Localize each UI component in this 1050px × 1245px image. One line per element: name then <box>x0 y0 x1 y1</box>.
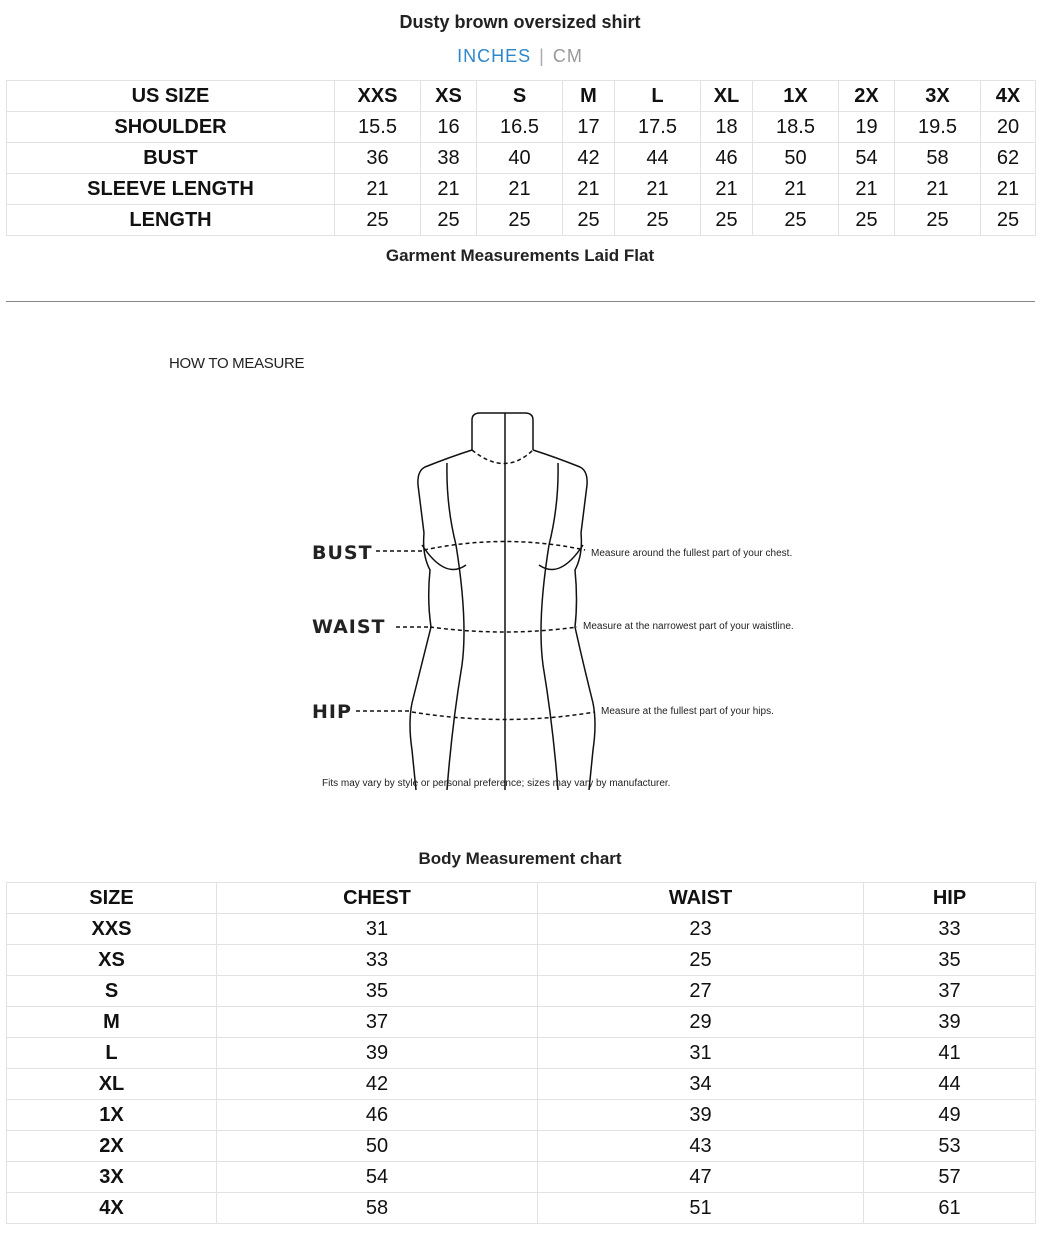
table-cell: 21 <box>753 174 839 205</box>
table-cell: 39 <box>217 1038 538 1069</box>
table-cell: 25 <box>421 205 477 236</box>
row-label-cell: 2X <box>7 1131 217 1162</box>
table-cell: 19 <box>839 112 895 143</box>
header-cell: 3X <box>895 81 981 112</box>
table-cell: 54 <box>217 1162 538 1193</box>
mannequin-icon <box>356 413 595 790</box>
table-cell: 49 <box>864 1100 1036 1131</box>
header-cell: 1X <box>753 81 839 112</box>
table-cell: 25 <box>563 205 615 236</box>
unit-inches-tab[interactable]: INCHES <box>457 46 532 66</box>
section-divider <box>6 301 1035 302</box>
table-cell: 40 <box>477 143 563 174</box>
table-cell: 50 <box>753 143 839 174</box>
how-to-measure-title: HOW TO MEASURE <box>169 355 305 372</box>
table-header-row <box>7 883 1036 914</box>
table-cell: 58 <box>217 1193 538 1224</box>
table-cell: 25 <box>701 205 753 236</box>
table-cell: 42 <box>563 143 615 174</box>
table-cell: 47 <box>538 1162 864 1193</box>
table-cell: 43 <box>538 1131 864 1162</box>
table-cell: 21 <box>335 174 421 205</box>
header-cell: 4X <box>981 81 1036 112</box>
table-cell: 18.5 <box>753 112 839 143</box>
table-cell: 16.5 <box>477 112 563 143</box>
table-cell: 36 <box>335 143 421 174</box>
hip-label: HIP <box>312 701 352 723</box>
table-cell: 27 <box>538 976 864 1007</box>
table-cell: 25 <box>477 205 563 236</box>
header-cell: XXS <box>335 81 421 112</box>
table-cell: 25 <box>981 205 1036 236</box>
table-cell: 46 <box>701 143 753 174</box>
table-cell: 54 <box>839 143 895 174</box>
bust-label: BUST <box>312 542 373 564</box>
table-cell: 37 <box>217 1007 538 1038</box>
fit-disclaimer: Fits may vary by style or personal preference; sizes may vary by manufacturer. <box>322 778 671 789</box>
table-cell: 58 <box>895 143 981 174</box>
header-cell: XS <box>421 81 477 112</box>
table-row <box>7 1193 1036 1224</box>
table-cell: 21 <box>839 174 895 205</box>
table-cell: 25 <box>839 205 895 236</box>
row-label-cell: M <box>7 1007 217 1038</box>
header-cell: XL <box>701 81 753 112</box>
table-cell: 62 <box>981 143 1036 174</box>
table-row <box>7 112 1036 143</box>
table-cell: 21 <box>895 174 981 205</box>
hip-note: Measure at the fullest part of your hips. <box>601 706 774 717</box>
unit-cm-tab[interactable]: CM <box>552 46 583 66</box>
table-cell: 38 <box>421 143 477 174</box>
table-cell: 18 <box>701 112 753 143</box>
table-cell: 41 <box>864 1038 1036 1069</box>
table-header-row <box>7 81 1036 112</box>
table-row <box>7 945 1036 976</box>
product-title: Dusty brown oversized shirt <box>399 12 641 32</box>
header-cell: WAIST <box>538 883 864 914</box>
table-cell: 25 <box>335 205 421 236</box>
row-label-cell: 1X <box>7 1100 217 1131</box>
table-row <box>7 143 1036 174</box>
table-row <box>7 914 1036 945</box>
table-cell: 21 <box>421 174 477 205</box>
table-cell: 21 <box>701 174 753 205</box>
row-label-cell: LENGTH <box>7 205 335 236</box>
table-cell: 33 <box>864 914 1036 945</box>
header-cell: HIP <box>864 883 1036 914</box>
table-cell: 31 <box>538 1038 864 1069</box>
table-cell: 35 <box>864 945 1036 976</box>
table-cell: 34 <box>538 1069 864 1100</box>
table-cell: 35 <box>217 976 538 1007</box>
table-cell: 21 <box>563 174 615 205</box>
body-caption: Body Measurement chart <box>418 849 622 868</box>
table-row <box>7 1131 1036 1162</box>
table-cell: 25 <box>753 205 839 236</box>
header-cell: CHEST <box>217 883 538 914</box>
table-cell: 21 <box>981 174 1036 205</box>
table-cell: 46 <box>217 1100 538 1131</box>
row-label-cell: XS <box>7 945 217 976</box>
garment-caption: Garment Measurements Laid Flat <box>385 246 655 265</box>
body-measurement-table <box>6 882 1036 1224</box>
row-label-cell: SHOULDER <box>7 112 335 143</box>
table-cell: 25 <box>895 205 981 236</box>
header-cell: S <box>477 81 563 112</box>
table-cell: 25 <box>538 945 864 976</box>
row-label-cell: 4X <box>7 1193 217 1224</box>
garment-size-table <box>6 80 1036 236</box>
row-label-cell: XL <box>7 1069 217 1100</box>
table-cell: 29 <box>538 1007 864 1038</box>
row-label-cell: L <box>7 1038 217 1069</box>
table-row <box>7 976 1036 1007</box>
table-cell: 44 <box>864 1069 1036 1100</box>
waist-note: Measure at the narrowest part of your waistline. <box>583 621 794 632</box>
table-cell: 33 <box>217 945 538 976</box>
table-cell: 25 <box>615 205 701 236</box>
table-cell: 61 <box>864 1193 1036 1224</box>
header-cell: 2X <box>839 81 895 112</box>
table-cell: 17.5 <box>615 112 701 143</box>
row-label-cell: SLEEVE LENGTH <box>7 174 335 205</box>
row-label-cell: S <box>7 976 217 1007</box>
table-cell: 16 <box>421 112 477 143</box>
table-cell: 37 <box>864 976 1036 1007</box>
unit-separator: | <box>539 46 545 66</box>
header-cell: L <box>615 81 701 112</box>
table-cell: 57 <box>864 1162 1036 1193</box>
row-label-cell: XXS <box>7 914 217 945</box>
table-cell: 15.5 <box>335 112 421 143</box>
table-cell: 50 <box>217 1131 538 1162</box>
table-row <box>7 1038 1036 1069</box>
table-cell: 23 <box>538 914 864 945</box>
header-cell: M <box>563 81 615 112</box>
row-label-cell: 3X <box>7 1162 217 1193</box>
table-cell: 44 <box>615 143 701 174</box>
table-cell: 51 <box>538 1193 864 1224</box>
table-cell: 53 <box>864 1131 1036 1162</box>
header-cell: US SIZE <box>7 81 335 112</box>
table-row <box>7 1100 1036 1131</box>
table-row <box>7 1007 1036 1038</box>
table-cell: 20 <box>981 112 1036 143</box>
bust-note: Measure around the fullest part of your chest. <box>591 548 793 559</box>
table-cell: 19.5 <box>895 112 981 143</box>
table-cell: 39 <box>864 1007 1036 1038</box>
table-row <box>7 205 1036 236</box>
unit-toggle <box>0 46 1040 67</box>
how-to-measure-diagram <box>300 405 820 800</box>
header-cell: SIZE <box>7 883 217 914</box>
table-row <box>7 1162 1036 1193</box>
table-row <box>7 1069 1036 1100</box>
table-cell: 42 <box>217 1069 538 1100</box>
table-cell: 17 <box>563 112 615 143</box>
waist-label: WAIST <box>312 616 386 638</box>
table-cell: 31 <box>217 914 538 945</box>
row-label-cell: BUST <box>7 143 335 174</box>
table-cell: 39 <box>538 1100 864 1131</box>
table-row <box>7 174 1036 205</box>
table-cell: 21 <box>615 174 701 205</box>
table-cell: 21 <box>477 174 563 205</box>
